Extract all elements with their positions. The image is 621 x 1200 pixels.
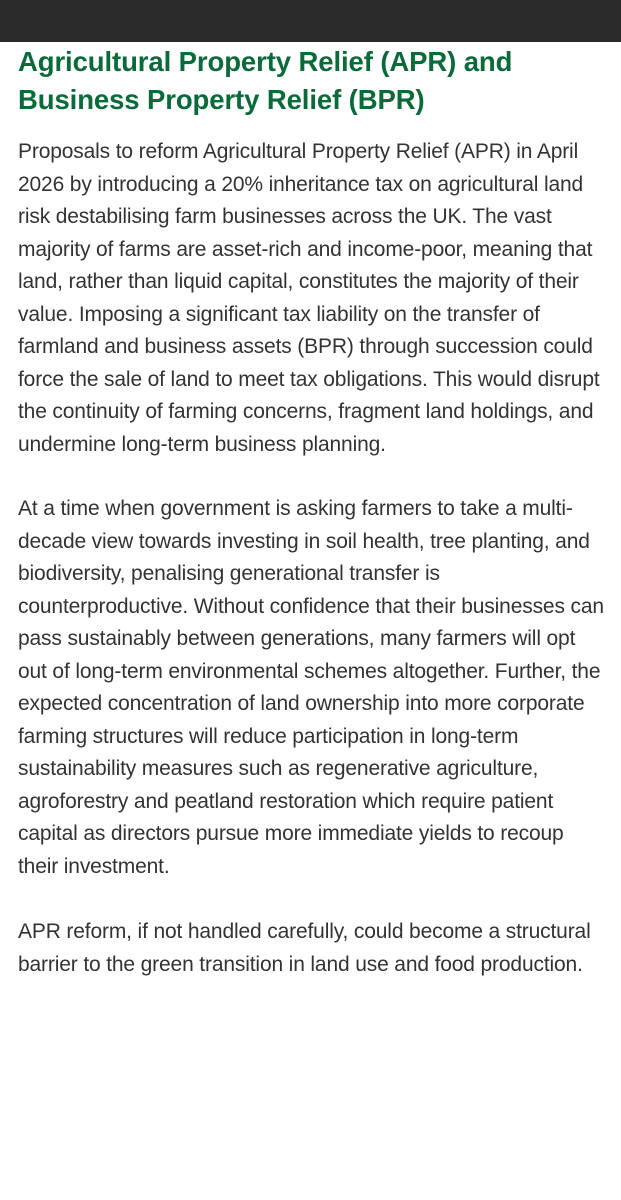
- article-content: [18, 42, 608, 981]
- section-heading: Agricultural Property Relief (APR) and Business Property Relief (BPR): [18, 46, 513, 115]
- top-bar: [0, 0, 621, 42]
- paragraph-2: At a time when government is asking farmers to take a multi-decade view towards investing in soil health, tree planting, and biodiversity, penalising generational transfer is counterproductive. Without confidence that their businesses can pass sustainably between generations, many farmers will opt out of long-term environmental schemes altogether. Further, the expected concentration of land ownership into more corporate farming structures will reduce participation in long-term sustainability measures such as regenerative agriculture, agroforestry and peatland restoration which require patient capital as directors pursue more immediate yields to recoup their investment.: [18, 497, 604, 878]
- paragraph-1: Proposals to reform Agricultural Property Relief (APR) in April 2026 by introducing a 20% inheritance tax on agricultural land risk destabilising farm businesses across the UK. The vast majority of farms are asset-rich and income-poor, meaning that land, rather than liquid capital, constitutes the majority of their value. Imposing a significant tax liability on the transfer of farmland and business assets (BPR) through succession could force the sale of land to meet tax obligations. This would disrupt the continuity of farming concerns, fragment land holdings, and undermine long-term business planning.: [18, 140, 600, 456]
- paragraph-3: APR reform, if not handled carefully, could become a structural barrier to the green transition in land use and food production.: [18, 920, 591, 976]
